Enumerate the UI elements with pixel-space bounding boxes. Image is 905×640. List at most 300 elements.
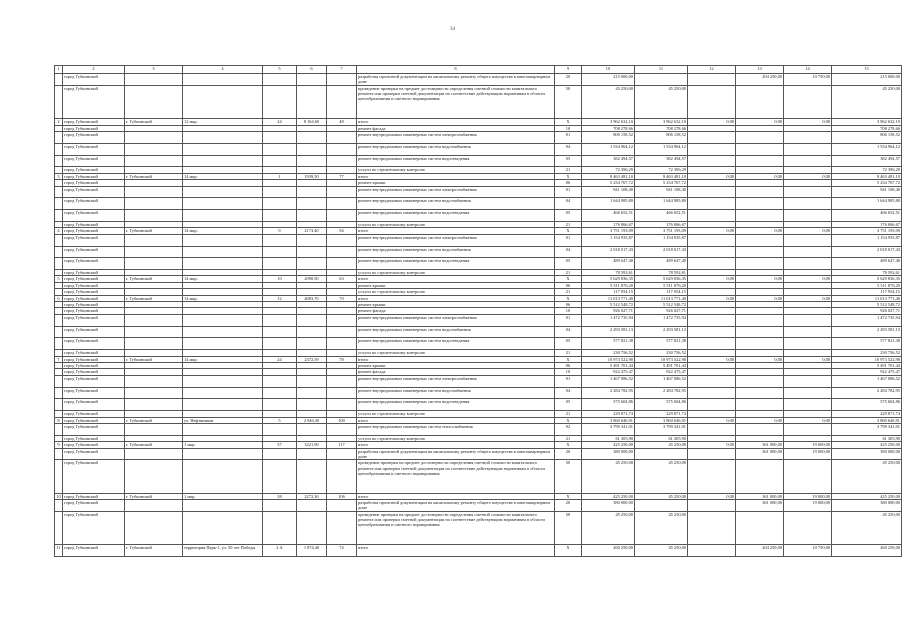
planned-cost: 5 511 876,20 [832, 282, 902, 288]
row-number [55, 131, 63, 143]
work-code: 01 [555, 234, 582, 246]
municipal-cost [736, 131, 784, 143]
settlement: г. Губкинский [125, 442, 183, 448]
work-type: проведение проверки на предмет достоверности определения сметной стоимости капитального ремонта или проверки сметной документации на соответствие действующим нормативам в области ценообразования и сметного нормирования [357, 85, 555, 118]
work-type: ремонт фасада [357, 369, 555, 375]
planned-cost: 577 821,38 [832, 338, 902, 350]
area: 1 874,40 [297, 545, 327, 557]
total-cost: 45 250,00 [582, 85, 635, 118]
budget-cost: 0,00 [688, 173, 736, 179]
fund-cost: 575 604,86 [635, 399, 688, 411]
total-cost: 3 799 341,01 [582, 423, 635, 435]
owners-cost [784, 143, 832, 155]
municipal-cost [736, 375, 784, 387]
owners-cost [784, 399, 832, 411]
house-number: 38 [263, 493, 297, 499]
table-row [55, 511, 902, 544]
owners-cost [784, 375, 832, 387]
work-code: 05 [555, 258, 582, 270]
municipal-cost [736, 326, 784, 338]
owners-cost [784, 85, 832, 118]
settlement [125, 74, 183, 86]
total-cost: 3 860 646,91 [582, 417, 635, 423]
row-number: 9 [55, 442, 63, 448]
row-number [55, 198, 63, 210]
street [183, 460, 263, 493]
planned-cost: 11 013 771,40 [832, 295, 902, 301]
budget-cost: 0,00 [688, 295, 736, 301]
wear [327, 326, 357, 338]
budget-cost: 0,00 [688, 442, 736, 448]
budget-cost [688, 423, 736, 435]
municipal-cost [736, 338, 784, 350]
planned-cost: 72 396,29 [832, 167, 902, 173]
budget-cost [688, 448, 736, 460]
street: 14 мкр. [183, 228, 263, 234]
page-number: 34 [450, 27, 455, 32]
row-number [55, 234, 63, 246]
street [183, 143, 263, 155]
house-number [263, 198, 297, 210]
house-number [263, 399, 297, 411]
budget-cost [688, 326, 736, 338]
municipal-cost: 361 000,00 [736, 493, 784, 499]
municipality: город Губкинский [63, 85, 125, 118]
municipality: город Губкинский [63, 221, 125, 227]
work-code: 21 [555, 289, 582, 295]
street: 14 мкр. [183, 276, 263, 282]
fund-cost: 5 234 767,72 [635, 180, 688, 186]
municipality: город Губкинский [63, 442, 125, 448]
work-type: итого [357, 276, 555, 282]
fund-cost: 10 973 522,98 [635, 356, 688, 362]
wear [327, 258, 357, 270]
planned-cost: 2 284 782,95 [832, 387, 902, 399]
fund-cost: 2 018 017,43 [635, 246, 688, 258]
house-number [263, 186, 297, 198]
settlement [125, 155, 183, 167]
work-code: 10 [555, 308, 582, 314]
municipality: город Губкинский [63, 270, 125, 276]
work-code: X [555, 295, 582, 301]
wear [327, 338, 357, 350]
house-number [263, 375, 297, 387]
wear [327, 210, 357, 222]
work-code: 04 [555, 246, 582, 258]
municipality: город Губкинский [63, 289, 125, 295]
municipality: город Губкинский [63, 363, 125, 369]
work-code: X [555, 493, 582, 499]
settlement [125, 500, 183, 512]
house-number: 5 [263, 417, 297, 423]
fund-cost: 45 250,00 [635, 511, 688, 544]
fund-cost: 78 592,61 [635, 270, 688, 276]
budget-cost [688, 338, 736, 350]
budget-cost [688, 511, 736, 544]
work-type: ремонт фасада [357, 308, 555, 314]
street [183, 511, 263, 544]
work-code: 21 [555, 221, 582, 227]
budget-cost [688, 258, 736, 270]
total-cost: 8 463 481,10 [582, 173, 635, 179]
fund-cost: 3 799 341,01 [635, 423, 688, 435]
table-row [55, 155, 902, 167]
settlement [125, 198, 183, 210]
budget-cost [688, 460, 736, 493]
owners-cost [784, 246, 832, 258]
work-code: 20 [555, 448, 582, 460]
street: ул. Нефтяников [183, 417, 263, 423]
planned-cost: 5 629 836,35 [832, 276, 902, 282]
house-number [263, 85, 297, 118]
area: 2090,50 [297, 276, 327, 282]
area: 3221,90 [297, 442, 327, 448]
wear [327, 246, 357, 258]
total-cost: 425 250,00 [582, 442, 635, 448]
street [183, 338, 263, 350]
budget-cost [688, 143, 736, 155]
row-number [55, 423, 63, 435]
row-number [55, 85, 63, 118]
municipal-cost [736, 234, 784, 246]
row-number [55, 399, 63, 411]
street [183, 186, 263, 198]
fund-cost: 3 751 193,09 [635, 228, 688, 234]
fund-cost: 45 250,00 [635, 545, 688, 557]
total-cost: 1 467 086,52 [582, 375, 635, 387]
fund-cost: 577 821,38 [635, 338, 688, 350]
street [183, 210, 263, 222]
total-cost: 489 647,40 [582, 258, 635, 270]
owners-cost: 19 000,00 [784, 442, 832, 448]
total-cost: 230 756,52 [582, 350, 635, 356]
row-number [55, 338, 63, 350]
owners-cost: 19 000,00 [784, 493, 832, 499]
planned-cost: 45 250,00 [832, 511, 902, 544]
street [183, 399, 263, 411]
settlement [125, 511, 183, 544]
work-type: услуги по строительному контролю [357, 411, 555, 417]
planned-cost: 1 534 964,12 [832, 143, 902, 155]
area [297, 448, 327, 460]
table-row [55, 85, 902, 118]
fund-cost: 3 860 646,91 [635, 417, 688, 423]
column-number: 7 [327, 66, 357, 74]
total-cost: 5 511 876,20 [582, 282, 635, 288]
area: 8 164,60 [297, 119, 327, 125]
house-number: 12 [263, 295, 297, 301]
house-number [263, 143, 297, 155]
work-code: 04 [555, 143, 582, 155]
total-cost: 708 278,66 [582, 125, 635, 131]
total-cost: 1 534 964,12 [582, 143, 635, 155]
work-code: 06 [555, 282, 582, 288]
work-code: 06 [555, 180, 582, 186]
row-number [55, 326, 63, 338]
area: 2372,59 [297, 356, 327, 362]
municipal-cost [736, 399, 784, 411]
planned-cost: 10 973 522,98 [832, 356, 902, 362]
column-number: 4 [183, 66, 263, 74]
total-cost: 78 592,61 [582, 270, 635, 276]
area [297, 74, 327, 86]
area [297, 210, 327, 222]
municipality: город Губкинский [63, 234, 125, 246]
street [183, 258, 263, 270]
planned-cost: 45 250,00 [832, 460, 902, 493]
table-row [55, 74, 902, 86]
fund-cost: 229 871,74 [635, 411, 688, 417]
wear [327, 234, 357, 246]
total-cost: 382 494,57 [582, 155, 635, 167]
column-number: 11 [635, 66, 688, 74]
wear [327, 500, 357, 512]
budget-cost [688, 186, 736, 198]
work-type: ремонт внутридомовых инженерных систем электроснабжения [357, 131, 555, 143]
planned-cost: 941 108,40 [832, 186, 902, 198]
row-number: 8 [55, 417, 63, 423]
street [183, 314, 263, 326]
work-code: 06 [555, 302, 582, 308]
fund-cost: 3 962 632,10 [635, 119, 688, 125]
settlement: г. Губкинский [125, 173, 183, 179]
work-code: X [555, 417, 582, 423]
total-cost: 176 066,67 [582, 221, 635, 227]
budget-cost [688, 234, 736, 246]
table-row [55, 210, 902, 222]
planned-cost: 3 962 632,10 [832, 119, 902, 125]
work-type: услуги по строительному контролю [357, 221, 555, 227]
work-type: ремонт внутридомовых инженерных систем водоотведения [357, 210, 555, 222]
column-number: 6 [297, 66, 327, 74]
fund-cost: 1 644 985,80 [635, 198, 688, 210]
municipality: город Губкинский [63, 338, 125, 350]
planned-cost: 45 250,00 [832, 85, 902, 118]
work-type: ремонт крыши [357, 363, 555, 369]
wear [327, 155, 357, 167]
area [297, 326, 327, 338]
row-number: 3 [55, 173, 63, 179]
street [183, 246, 263, 258]
row-number [55, 74, 63, 86]
fund-cost: 45 250,00 [635, 442, 688, 448]
work-code: 21 [555, 167, 582, 173]
area [297, 387, 327, 399]
work-type: разработка проектной документации на капитальному ремонту общего имущества в многоквартирном доме [357, 74, 555, 86]
house-number [263, 326, 297, 338]
municipal-cost: 0,00 [736, 119, 784, 125]
municipality: город Губкинский [63, 228, 125, 234]
wear [327, 198, 357, 210]
municipality: город Губкинский [63, 308, 125, 314]
planned-cost: 260 250,00 [832, 545, 902, 557]
total-cost: 380 000,00 [582, 500, 635, 512]
work-code: X [555, 545, 582, 557]
house-number [263, 511, 297, 544]
table-row [55, 246, 902, 258]
wear [327, 399, 357, 411]
planned-cost: 1 467 086,52 [832, 375, 902, 387]
column-number: 5 [263, 66, 297, 74]
municipal-cost [736, 198, 784, 210]
house-number: 24 [263, 119, 297, 125]
municipality: город Губкинский [63, 74, 125, 86]
table-row [55, 338, 902, 350]
work-code: 06 [555, 363, 582, 369]
wear: 77 [327, 173, 357, 179]
municipality: город Губкинский [63, 173, 125, 179]
work-type: ремонт внутридомовых инженерных систем водоснабжения [357, 143, 555, 155]
work-type: ремонт крыши [357, 302, 555, 308]
total-cost: 2 284 782,95 [582, 387, 635, 399]
municipal-cost: 0,00 [736, 276, 784, 282]
budget-cost [688, 85, 736, 118]
planned-cost: 1 644 985,80 [832, 198, 902, 210]
fund-cost: 61 305,90 [635, 435, 688, 441]
table-row [55, 198, 902, 210]
work-code: 20 [555, 500, 582, 512]
total-cost: 1 472 735,94 [582, 314, 635, 326]
house-number: 24 [263, 356, 297, 362]
fund-cost: 117 954,15 [635, 289, 688, 295]
settlement [125, 326, 183, 338]
wear [327, 85, 357, 118]
area [297, 460, 327, 493]
work-code: 05 [555, 338, 582, 350]
fund-cost: 45 250,00 [635, 85, 688, 118]
house-number [263, 314, 297, 326]
wear: 78 [327, 356, 357, 362]
municipality: город Губкинский [63, 131, 125, 143]
municipality: город Губкинский [63, 387, 125, 399]
work-code: 50 [555, 460, 582, 493]
area [297, 399, 327, 411]
row-number [55, 448, 63, 460]
municipal-cost [736, 186, 784, 198]
work-code: 04 [555, 326, 582, 338]
municipal-cost [736, 246, 784, 258]
table-row [55, 545, 902, 557]
table-row [55, 423, 902, 435]
work-code: 05 [555, 210, 582, 222]
planned-cost: 489 647,40 [832, 258, 902, 270]
total-cost: 466 652,51 [582, 210, 635, 222]
budget-cost [688, 314, 736, 326]
total-cost: 425 250,00 [582, 493, 635, 499]
planned-cost: 425 250,00 [832, 493, 902, 499]
settlement [125, 258, 183, 270]
settlement [125, 246, 183, 258]
work-type: ремонт внутридомовых инженерных систем водоотведения [357, 338, 555, 350]
table-row [55, 143, 902, 155]
municipality: город Губкинский [63, 198, 125, 210]
total-cost: 117 954,15 [582, 289, 635, 295]
area [297, 131, 327, 143]
work-type: ремонт внутридомовых инженерных систем водоснабжения [357, 198, 555, 210]
budget-cost: 0,00 [688, 417, 736, 423]
area [297, 423, 327, 435]
owners-cost [784, 326, 832, 338]
fund-cost: 72 396,29 [635, 167, 688, 173]
fund-cost: 5 491 701,44 [635, 363, 688, 369]
budget-cost: 0,00 [688, 356, 736, 362]
settlement [125, 143, 183, 155]
municipal-cost [736, 423, 784, 435]
column-number: 13 [736, 66, 784, 74]
municipality: город Губкинский [63, 180, 125, 186]
house-number: 9 [263, 228, 297, 234]
planned-cost: 3 860 646,91 [832, 417, 902, 423]
house-number [263, 387, 297, 399]
total-cost: 229 871,74 [582, 411, 635, 417]
fund-cost: 230 756,52 [635, 350, 688, 356]
area: 1939,50 [297, 173, 327, 179]
work-type: ремонт внутридомовых инженерных систем электроснабжения [357, 186, 555, 198]
municipality: город Губкинский [63, 511, 125, 544]
owners-cost [784, 210, 832, 222]
house-number [263, 234, 297, 246]
total-cost: 260 250,00 [582, 545, 635, 557]
row-number [55, 186, 63, 198]
row-number: 11 [55, 545, 63, 557]
work-type: проведение проверки на предмет достоверности определения сметной стоимости капитального ремонта или проверки сметной документации на соответствие действующим нормативам в области ценообразования и сметного нормирования [357, 460, 555, 493]
settlement [125, 85, 183, 118]
table-row [55, 399, 902, 411]
work-type: ремонт крыши [357, 180, 555, 186]
planned-cost: 8 463 481,10 [832, 173, 902, 179]
work-code: 21 [555, 411, 582, 417]
municipal-cost: 361 000,00 [736, 442, 784, 448]
budget-cost [688, 246, 736, 258]
house-number: 10 [263, 276, 297, 282]
fund-cost [635, 500, 688, 512]
planned-cost: 3 799 341,01 [832, 423, 902, 435]
wear: 94 [327, 228, 357, 234]
owners-cost [784, 423, 832, 435]
wear: 74 [327, 545, 357, 557]
row-number: 7 [55, 356, 63, 362]
wear [327, 423, 357, 435]
settlement [125, 423, 183, 435]
total-cost: 5 234 767,72 [582, 180, 635, 186]
fund-cost: 382 494,57 [635, 155, 688, 167]
budget-cost [688, 131, 736, 143]
row-number [55, 460, 63, 493]
area [297, 198, 327, 210]
planned-cost: 5 512 548,72 [832, 302, 902, 308]
total-cost: 5 512 548,72 [582, 302, 635, 308]
fund-cost: 1 534 964,12 [635, 143, 688, 155]
wear [327, 131, 357, 143]
municipal-cost: 0,00 [736, 295, 784, 301]
total-cost: 926 027,71 [582, 308, 635, 314]
house-number [263, 210, 297, 222]
column-number: 2 [63, 66, 125, 74]
work-code: 01 [555, 375, 582, 387]
total-cost: 3 962 632,10 [582, 119, 635, 125]
area [297, 234, 327, 246]
total-cost: 1 644 985,80 [582, 198, 635, 210]
street [183, 198, 263, 210]
work-type: итого [357, 119, 555, 125]
work-type: услуги по строительному контролю [357, 270, 555, 276]
table-row [55, 258, 902, 270]
fund-cost [635, 74, 688, 86]
fund-cost: 5 629 836,35 [635, 276, 688, 282]
table-row [55, 375, 902, 387]
settlement [125, 131, 183, 143]
municipality: город Губкинский [63, 282, 125, 288]
